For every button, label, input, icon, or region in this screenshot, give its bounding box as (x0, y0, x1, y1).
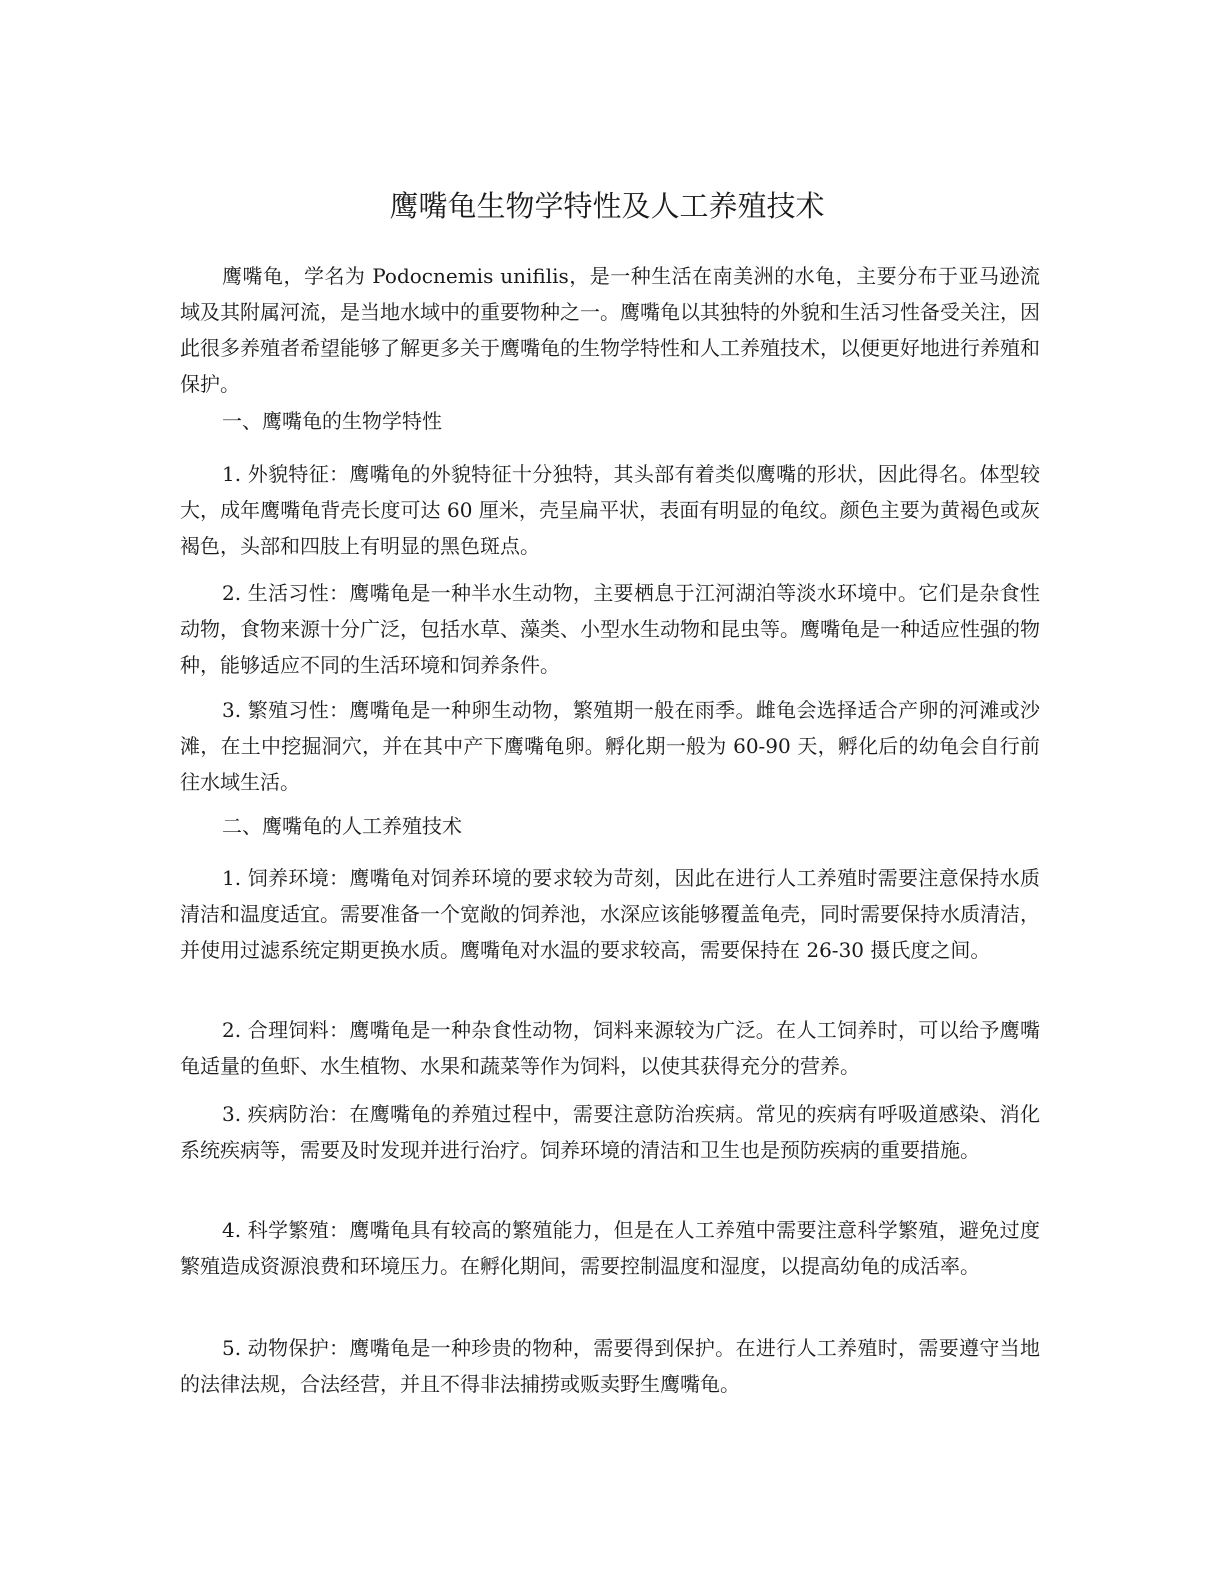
section-2-item-1: 1. 饲养环境：鹰嘴龟对饲养环境的要求较为苛刻，因此在进行人工养殖时需要注意保持水质清洁和温度适宜。需要准备一个宽敞的饲养池，水深应该能够覆盖龟壳，同时需要保持水质清洁，并使用过滤系统定期更换水质。鹰嘴龟对水温的要求较高，需要保持在 26-30 摄氏度之间。 (180, 866, 1040, 962)
section-2-item-4: 4. 科学繁殖：鹰嘴龟具有较高的繁殖能力，但是在人工养殖中需要注意科学繁殖，避免过度繁殖造成资源浪费和环境压力。在孵化期间，需要控制温度和湿度，以提高幼龟的成活率。 (180, 1218, 1040, 1278)
intro-paragraph: 鹰嘴龟，学名为 Podocnemis unifilis，是一种生活在南美洲的水龟，主要分布于亚马逊流域及其附属河流，是当地水域中的重要物种之一。鹰嘴龟以其独特的外貌和生活习性备受关注，因此很多养殖者希望能够了解更多关于鹰嘴龟的生物学特性和人工养殖技术，以便更好地进行养殖和保护。 (180, 264, 1040, 396)
section-1-item-2: 2. 生活习性：鹰嘴龟是一种半水生动物，主要栖息于江河湖泊等淡水环境中。它们是杂食性动物，食物来源十分广泛，包括水草、藻类、小型水生动物和昆虫等。鹰嘴龟是一种适应性强的物种，能够适应不同的生活环境和饲养条件。 (180, 581, 1040, 677)
section-1-item-3: 3. 繁殖习性：鹰嘴龟是一种卵生动物，繁殖期一般在雨季。雌龟会选择适合产卵的河滩或沙滩，在土中挖掘洞穴，并在其中产下鹰嘴龟卵。孵化期一般为 60-90 天，孵化后的幼龟会自行前往水域生活。 (180, 698, 1040, 794)
document-title: 鹰嘴龟生物学特性及人工养殖技术 (389, 189, 825, 223)
section-2-heading: 二、鹰嘴龟的人工养殖技术 (222, 814, 462, 838)
section-2-item-2: 2. 合理饲料：鹰嘴龟是一种杂食性动物，饲料来源较为广泛。在人工饲养时，可以给予鹰嘴龟适量的鱼虾、水生植物、水果和蔬菜等作为饲料，以使其获得充分的营养。 (180, 1018, 1040, 1078)
section-2-item-3: 3. 疾病防治：在鹰嘴龟的养殖过程中，需要注意防治疾病。常见的疾病有呼吸道感染、消化系统疾病等，需要及时发现并进行治疗。饲养环境的清洁和卫生也是预防疾病的重要措施。 (180, 1102, 1040, 1162)
section-1-heading: 一、鹰嘴龟的生物学特性 (222, 409, 442, 433)
section-2-item-5: 5. 动物保护：鹰嘴龟是一种珍贵的物种，需要得到保护。在进行人工养殖时，需要遵守当地的法律法规，合法经营，并且不得非法捕捞或贩卖野生鹰嘴龟。 (180, 1336, 1040, 1396)
section-1-item-1: 1. 外貌特征：鹰嘴龟的外貌特征十分独特，其头部有着类似鹰嘴的形状，因此得名。体型较大，成年鹰嘴龟背壳长度可达 60 厘米，壳呈扁平状，表面有明显的龟纹。颜色主要为黄褐色或灰褐色，头部和四肢上有明显的黑色斑点。 (180, 462, 1040, 558)
